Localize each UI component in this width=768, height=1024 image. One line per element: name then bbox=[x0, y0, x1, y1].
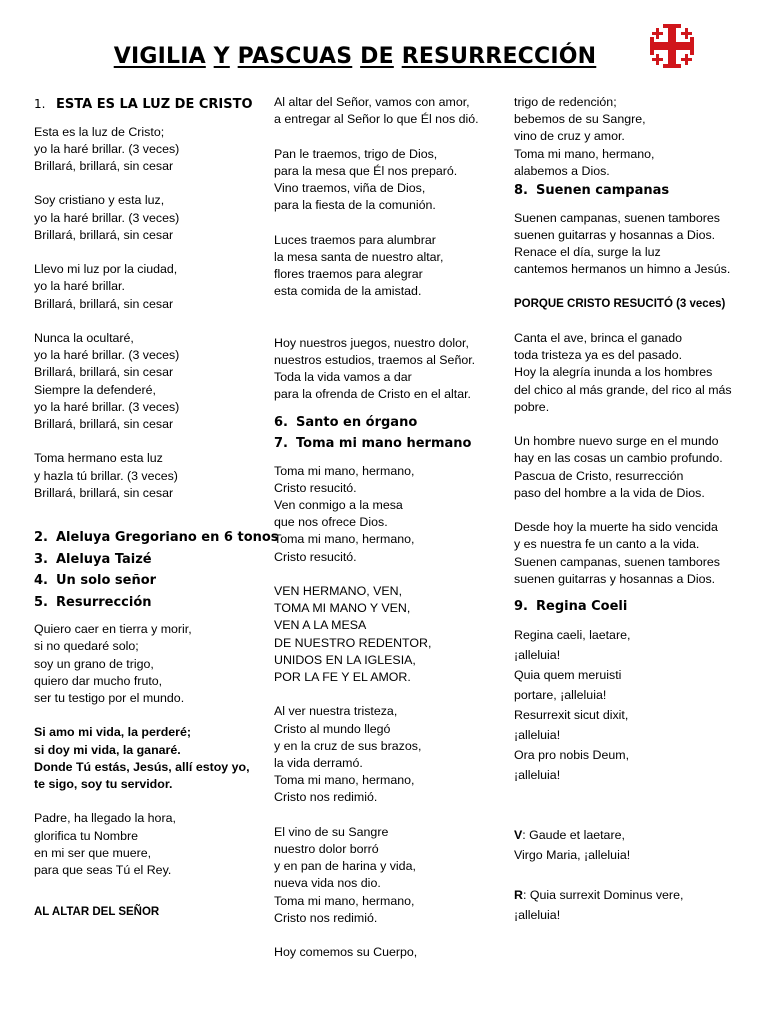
chorus-line: DE NUESTRO REDENTOR, bbox=[274, 635, 432, 650]
lyric-line: Resurrexit sicut dixit, bbox=[514, 708, 629, 723]
lyric-line: Quia quem meruisti bbox=[514, 668, 622, 683]
lyric-line: ¡alleluia! bbox=[514, 728, 561, 743]
lyric-line: Toma mi mano, hermano, bbox=[274, 532, 415, 547]
lyric-line: trigo de redención; bbox=[514, 95, 617, 109]
lyric-line: Un hombre nuevo surge en el mundo bbox=[514, 434, 719, 449]
lyric-line: Padre, ha llegado la hora, bbox=[34, 811, 176, 826]
versicle-label: V bbox=[514, 828, 523, 843]
column-2 bbox=[274, 94, 504, 961]
title-word: RESURRECCIÓN bbox=[401, 44, 597, 69]
column-3 bbox=[514, 94, 742, 925]
title-word: Y bbox=[213, 44, 230, 69]
lyric-line: Toda la vida vamos a dar bbox=[274, 370, 412, 385]
lyric-line: y hazla tú brillar. (3 veces) bbox=[34, 468, 178, 483]
title-word: PASCUAS bbox=[237, 44, 353, 69]
lyric-line: suenen guitarras y hosannas a Dios. bbox=[514, 227, 716, 242]
lyric-line: Al ver nuestra tristeza, bbox=[274, 704, 398, 719]
lyric-line: pobre. bbox=[514, 399, 550, 414]
song-title: Suenen campanas bbox=[536, 183, 670, 199]
lyric-line: a entregar al Señor lo que Él nos dió. bbox=[274, 112, 479, 127]
lyric-line: Quiero caer en tierra y morir, bbox=[34, 622, 192, 637]
lyric-line: Ven conmigo a la mesa bbox=[274, 498, 403, 512]
chorus-line: si doy mi vida, la ganaré. bbox=[34, 742, 181, 757]
chorus-line: te sigo, soy tu servidor. bbox=[34, 776, 173, 791]
lyric-line: yo la haré brillar. (3 veces) bbox=[34, 141, 180, 156]
lyric-line: Soy cristiano y esta luz, bbox=[34, 193, 165, 208]
response-text: : Quia surrexit Dominus vere, bbox=[522, 888, 684, 903]
lyric-line: y en la cruz de sus brazos, bbox=[274, 738, 422, 753]
song-heading bbox=[34, 570, 260, 592]
song-title: Un solo señor bbox=[56, 573, 157, 589]
response-line bbox=[514, 885, 742, 905]
lyric-line: Regina caeli, laetare, bbox=[514, 628, 631, 643]
song-heading bbox=[274, 433, 504, 455]
chorus-line: VEN HERMANO, VEN, bbox=[274, 584, 403, 598]
lyric-line: Toma mi mano, hermano, bbox=[274, 893, 415, 908]
chorus-line: Si amo mi vida, la perderé; bbox=[34, 725, 192, 740]
lyric-line: yo la haré brillar. bbox=[34, 279, 125, 294]
song-number: 5. bbox=[34, 594, 48, 610]
lyric-line: El vino de su Sangre bbox=[274, 824, 389, 839]
lyric-line: Brillará, brillará, sin cesar bbox=[34, 227, 174, 242]
lyric-line: Esta es la luz de Cristo; bbox=[34, 124, 165, 139]
lyric-line: glorifica tu Nombre bbox=[34, 828, 138, 843]
lyric-line: para la ofrenda de Cristo en el altar. bbox=[274, 387, 471, 402]
lyric-line: Nunca la ocultaré, bbox=[34, 330, 134, 345]
song-title: Aleluya Taizé bbox=[56, 551, 152, 567]
lyric-line: Brillará, brillará, sin cesar bbox=[34, 365, 174, 380]
lyric-line: Cristo resucitó. bbox=[274, 549, 357, 564]
lyric-line: Pascua de Cristo, resurrección bbox=[514, 468, 684, 483]
lyric-line: Vino traemos, viña de Dios, bbox=[274, 181, 426, 195]
response-label: R bbox=[514, 888, 523, 903]
section-heading: AL ALTAR DEL SEÑOR bbox=[34, 906, 160, 919]
song-number: 4. bbox=[34, 573, 48, 589]
song-heading bbox=[34, 527, 279, 549]
lyric-line: Toma mi mano, hermano, bbox=[274, 463, 415, 478]
song-number: 8. bbox=[514, 183, 528, 199]
lyric-line: Siempre la defenderé, bbox=[34, 382, 156, 397]
lyric-line: ser tu testigo por el mundo. bbox=[34, 690, 185, 705]
chorus-line: UNIDOS EN LA IGLESIA, bbox=[274, 652, 416, 667]
lyric-line: Toma mi mano, hermano, bbox=[514, 146, 655, 161]
lyric-line: Hoy nuestros juegos, nuestro dolor, bbox=[274, 335, 469, 350]
chorus-line: Donde Tú estás, Jesús, allí estoy yo, bbox=[34, 759, 250, 774]
lyric-line: Al altar del Señor, vamos con amor, bbox=[274, 95, 470, 109]
title-word: DE bbox=[360, 44, 394, 69]
lyric-line: nuestro dolor borró bbox=[274, 842, 379, 857]
lyric-line: cantemos hermanos un himno a Jesús. bbox=[514, 262, 731, 277]
lyric-line: Cristo al mundo llegó bbox=[274, 721, 391, 736]
lyric-line: vino de cruz y amor. bbox=[514, 129, 625, 144]
lyric-line: quiero dar mucho fruto, bbox=[34, 673, 163, 688]
versicle-line bbox=[514, 825, 742, 845]
lyric-line: Llevo mi luz por la ciudad, bbox=[34, 262, 178, 277]
lyric-line: yo la haré brillar. (3 veces) bbox=[34, 210, 180, 225]
lyric-line: Toma mi mano, hermano, bbox=[274, 773, 415, 788]
lyric-line: Canta el ave, brinca el ganado bbox=[514, 330, 683, 345]
lyric-line: yo la haré brillar. (3 veces) bbox=[34, 348, 180, 363]
lyric-line: hay en las cosas un cambio profundo. bbox=[514, 451, 723, 466]
lyric-line: paso del hombre a la vida de Dios. bbox=[514, 485, 705, 500]
song-title: Toma mi mano hermano bbox=[296, 436, 472, 452]
lyric-line: Virgo Maria, ¡alleluia! bbox=[514, 848, 631, 863]
lyric-line: Brillará, brillará, sin cesar bbox=[34, 485, 174, 500]
lyric-line: suenen guitarras y hosannas a Dios. bbox=[514, 571, 716, 586]
chorus-line: TOMA MI MANO Y VEN, bbox=[274, 601, 411, 616]
lyric-line: Brillará, brillará, sin cesar bbox=[34, 416, 174, 431]
song-title: Regina Coeli bbox=[536, 598, 628, 614]
song-heading bbox=[34, 549, 260, 571]
lyric-line: y es nuestra fe un canto a la vida. bbox=[514, 537, 700, 552]
column-1 bbox=[34, 94, 279, 922]
lyric-line: para la mesa que Él nos preparó. bbox=[274, 163, 458, 178]
lyric-line: esta comida de la amistad. bbox=[274, 284, 422, 299]
lyric-line: soy un grano de trigo, bbox=[34, 656, 154, 671]
lyric-line: en mi ser que muere, bbox=[34, 845, 152, 860]
song-number: 2. bbox=[34, 530, 48, 546]
song-heading bbox=[514, 180, 742, 202]
lyric-line: para la fiesta de la comunión. bbox=[274, 198, 436, 213]
song-title: Santo en órgano bbox=[296, 414, 418, 430]
lyric-line: portare, ¡alleluia! bbox=[514, 688, 607, 703]
lyric-line: Hoy comemos su Cuerpo, bbox=[274, 945, 418, 960]
jerusalem-cross-icon bbox=[646, 20, 698, 72]
lyric-line: toda tristeza ya es del pasado. bbox=[514, 348, 683, 363]
lyric-line: Brillará, brillará, sin cesar bbox=[34, 158, 174, 173]
lyric-line: Cristo nos redimió. bbox=[274, 910, 378, 925]
song-title: Resurrección bbox=[56, 594, 152, 610]
lyric-line: flores traemos para alegrar bbox=[274, 267, 423, 281]
song-heading bbox=[514, 596, 742, 618]
lyric-line: Toma hermano esta luz bbox=[34, 451, 163, 466]
lyric-line: Desde hoy la muerte ha sido vencida bbox=[514, 520, 718, 535]
song-number: 1. bbox=[34, 97, 46, 111]
song-heading bbox=[34, 94, 260, 116]
lyric-line: nuestros estudios, traemos al Señor. bbox=[274, 352, 476, 367]
song-number: 3. bbox=[34, 551, 48, 567]
lyric-line: Luces traemos para alumbrar bbox=[274, 232, 436, 247]
page-title bbox=[0, 44, 710, 69]
lyric-line: ¡alleluia! bbox=[514, 648, 561, 663]
lyric-line: para que seas Tú el Rey. bbox=[34, 862, 172, 877]
lyric-line: ¡alleluia! bbox=[514, 908, 561, 923]
song-number: 9. bbox=[514, 598, 528, 614]
lyric-line: Pan le traemos, trigo de Dios, bbox=[274, 146, 438, 161]
lyric-line: si no quedaré solo; bbox=[34, 639, 139, 654]
title-word: VIGILIA bbox=[113, 44, 206, 69]
lyric-line: yo la haré brillar. (3 veces) bbox=[34, 399, 180, 414]
lyric-line: Cristo nos redimió. bbox=[274, 790, 378, 805]
lyric-line: Ora pro nobis Deum, bbox=[514, 748, 630, 763]
versicle-text: : Gaude et laetare, bbox=[522, 828, 625, 843]
song-number: 7. bbox=[274, 436, 288, 452]
lyric-line: la mesa santa de nuestro altar, bbox=[274, 249, 444, 264]
lyric-line: Suenen campanas, suenen tambores bbox=[514, 210, 720, 225]
chorus-line: POR LA FE Y EL AMOR. bbox=[274, 670, 411, 685]
chorus-line: VEN A LA MESA bbox=[274, 618, 367, 633]
lyric-line: nueva vida nos dio. bbox=[274, 876, 381, 891]
lyric-line: ¡alleluia! bbox=[514, 768, 561, 783]
song-title: Aleluya Gregoriano en 6 tonos bbox=[56, 530, 279, 546]
chorus-line: PORQUE CRISTO RESUCITÓ (3 veces) bbox=[514, 297, 726, 310]
lyric-line: Suenen campanas, suenen tambores bbox=[514, 554, 720, 569]
lyric-line: la vida derramó. bbox=[274, 756, 363, 771]
song-heading bbox=[274, 412, 504, 434]
lyric-line: del chico al más grande, del rico al más bbox=[514, 382, 732, 397]
lyric-line: alabemos a Dios. bbox=[514, 163, 610, 178]
song-number: 6. bbox=[274, 414, 288, 430]
song-heading bbox=[34, 592, 260, 614]
song-title: ESTA ES LA LUZ DE CRISTO bbox=[56, 97, 253, 112]
lyric-line: Renace el día, surge la luz bbox=[514, 244, 661, 259]
lyric-line: Brillará, brillará, sin cesar bbox=[34, 296, 174, 311]
lyric-line: que nos ofrece Dios. bbox=[274, 515, 388, 530]
lyric-line: y en pan de harina y vida, bbox=[274, 859, 416, 874]
lyric-line: Cristo resucitó. bbox=[274, 480, 357, 495]
lyric-line: Hoy la alegría inunda a los hombres bbox=[514, 365, 713, 380]
lyric-line: bebemos de su Sangre, bbox=[514, 112, 646, 127]
